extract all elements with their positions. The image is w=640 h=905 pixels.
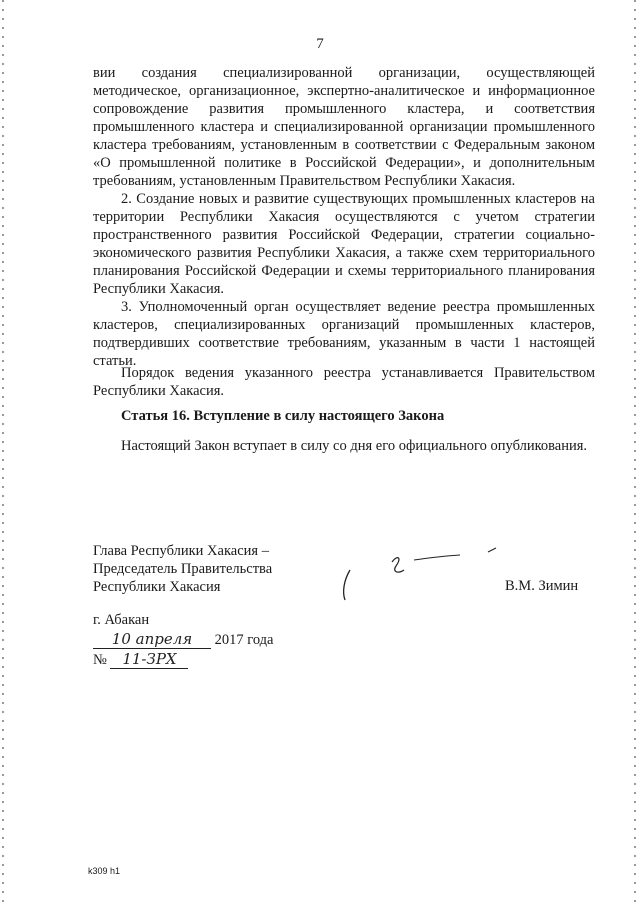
right-edge-perforation: [634, 0, 636, 905]
signatory-title-line: Республики Хакасия: [93, 579, 221, 595]
paragraph-text: вии создания специализированной организации, осуществляющей методическое, организационное, экспертно-аналитическое и информационное сопровождение развития промышленного кластера, и соответствия промышленного кластера и специализированной организации промышленного кластера требованиям, установленным в соответствии с Федеральным законом «О промышленной политике в Российской Федерации», и дополнительным требованиям, установленным Правительством Республики Хакасия.: [93, 65, 595, 189]
handwritten-law-number: 11-ЗРХ: [110, 650, 188, 669]
paragraph-entry-into-force: [93, 437, 595, 455]
paragraph-item-3: [93, 298, 595, 370]
paragraph-item-2: [93, 190, 595, 298]
left-edge-perforation: [2, 0, 4, 905]
date-year: 2017 года: [214, 632, 274, 648]
paragraph-text: Настоящий Закон вступает в силу со дня его официального опубликования.: [121, 438, 588, 454]
paragraph-text: 2. Создание новых и развитие существующих промышленных кластеров на территории Республики Хакасия осуществляются с учетом стратегии пространственного развития Российской Федерации, стратегии социально-экономического развития Республики Хакасия, а также схем территориального планирования Российской Федерации и схемы территориального планирования Республики Хакасия.: [93, 191, 595, 297]
handwritten-signature: [336, 540, 516, 604]
page-number: 7: [316, 36, 324, 52]
handwritten-date: 10 апреля: [93, 630, 211, 649]
paragraph-continuation: [93, 64, 595, 190]
signing-date: [93, 630, 273, 649]
law-number: [93, 650, 188, 669]
footer-code: k309 h1: [88, 866, 121, 876]
signatory-title-line: Глава Республики Хакасия –: [93, 543, 269, 559]
number-prefix: №: [93, 652, 107, 668]
signatory-title-line: Председатель Правительства: [93, 561, 273, 577]
signatory-title: [93, 542, 272, 596]
paragraph-text: 3. Уполномоченный орган осуществляет ведение реестра промышленных кластеров, специализированных организаций промышленных кластеров, подтвердивших соответствие требованиям, указанным в части 1 настоящей статьи.: [93, 299, 595, 369]
place-of-signing: г. Абакан: [93, 612, 150, 628]
signatory-name: В.М. Зимин: [505, 578, 579, 594]
paragraph-registry-order: [93, 364, 595, 400]
paragraph-text: Порядок ведения указанного реестра устанавливается Правительством Республики Хакасия.: [93, 365, 595, 399]
article-16-title: Статья 16. Вступление в силу настоящего Закона: [121, 408, 445, 424]
